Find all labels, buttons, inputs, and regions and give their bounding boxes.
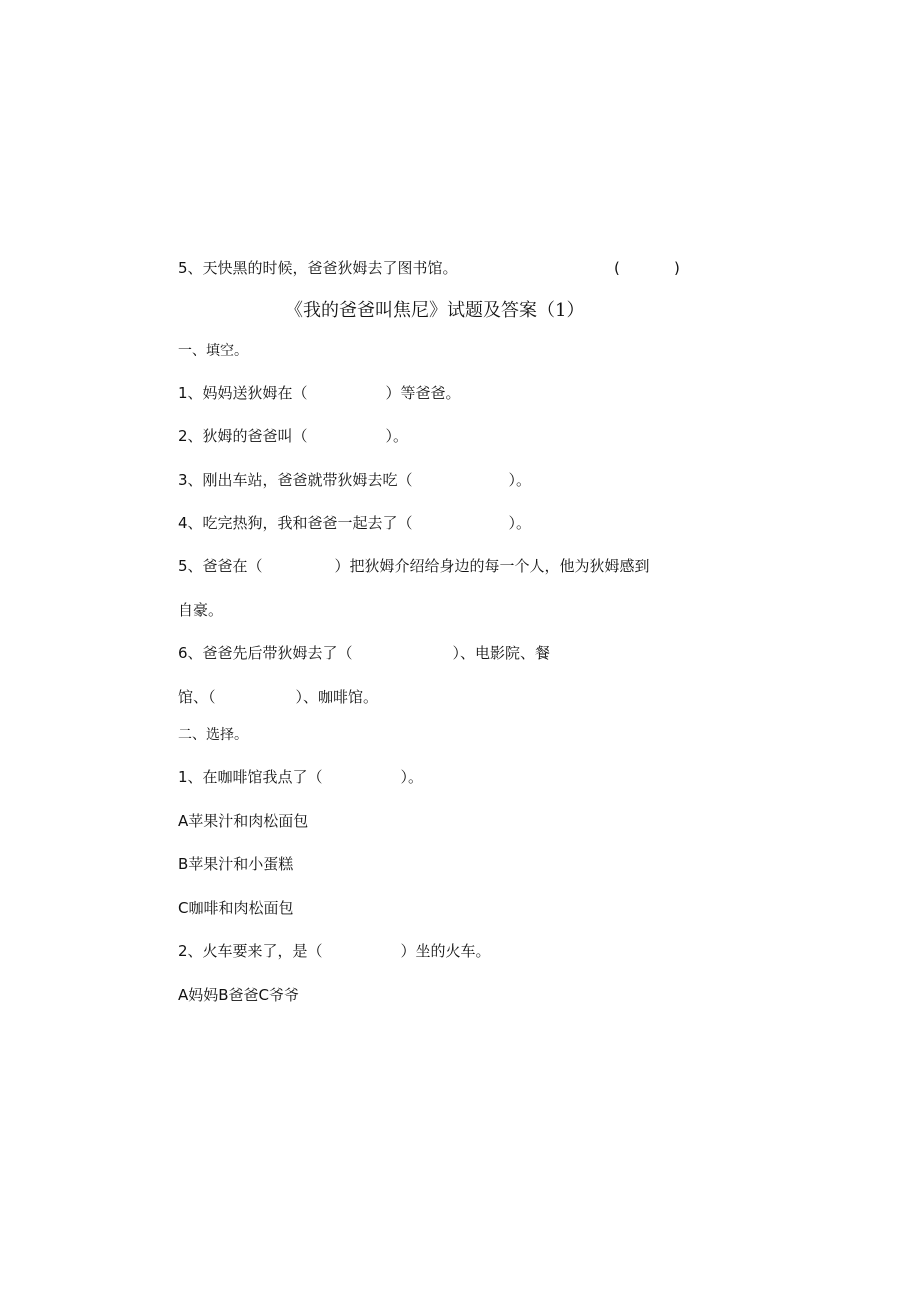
section1-heading: 一、填空。 (178, 343, 248, 359)
document-title: 《我的爸爸叫焦尼》试题及答案（1） (285, 300, 585, 321)
choice-q1-option-a: A苹果汁和肉松面包 (178, 812, 309, 830)
choice-q2-before: 2、火车要来了，是（ (178, 942, 323, 960)
fill-q4-after: ）。 (508, 514, 532, 532)
fill-question-2 (178, 426, 408, 446)
fill-q2-after: ）。 (385, 427, 409, 445)
fill-question-3 (178, 470, 531, 490)
top-question-5 (178, 258, 458, 278)
choice-question-2 (178, 941, 491, 961)
top-answer-paren-open: ( (614, 259, 620, 277)
fill-question-6-continued (178, 687, 378, 707)
fill-q1-after: ）等爸爸。 (385, 384, 461, 402)
choice-question-1 (178, 767, 423, 787)
top-question-text: 5、天快黑的时候，爸爸狄姆去了图书馆。 (178, 259, 458, 277)
fill-question-5 (178, 556, 650, 576)
fill-q6-after: ）、电影院、餐 (452, 644, 551, 662)
fill-q1-before: 1、妈妈送狄姆在（ (178, 384, 308, 402)
choice-q1-option-b: B苹果汁和小蛋糕 (178, 855, 294, 873)
top-answer-paren-close: ) (674, 259, 680, 277)
fill-q6-before: 6、爸爸先后带狄姆去了（ (178, 644, 353, 662)
fill-q4-before: 4、吃完热狗，我和爸爸一起去了（ (178, 514, 413, 532)
fill-q6-cont-after: ）、咖啡馆。 (295, 688, 379, 706)
fill-question-1 (178, 383, 461, 403)
choice-q2-after: ）坐的火车。 (400, 942, 491, 960)
fill-question-4 (178, 513, 531, 533)
choice-q1-option-c: C咖啡和肉松面包 (178, 899, 294, 917)
fill-q3-after: ）。 (508, 471, 532, 489)
choice-q2-options: A妈妈B爸爸C爷爷 (178, 986, 300, 1004)
section2-heading: 二、选择。 (178, 727, 248, 743)
fill-q5-after: ）把狄姆介绍给身边的每一个人，他为狄姆感到 (334, 557, 650, 575)
fill-q5-before: 5、爸爸在（ (178, 557, 263, 575)
fill-q2-before: 2、狄姆的爸爸叫（ (178, 427, 308, 445)
fill-question-5-continued: 自豪。 (178, 601, 224, 619)
fill-q6-cont-before: 馆、（ (178, 688, 216, 706)
fill-question-6 (178, 643, 550, 663)
choice-q1-after: ）。 (400, 768, 424, 786)
fill-q3-before: 3、刚出车站，爸爸就带狄姆去吃（ (178, 471, 413, 489)
choice-q1-before: 1、在咖啡馆我点了（ (178, 768, 323, 786)
